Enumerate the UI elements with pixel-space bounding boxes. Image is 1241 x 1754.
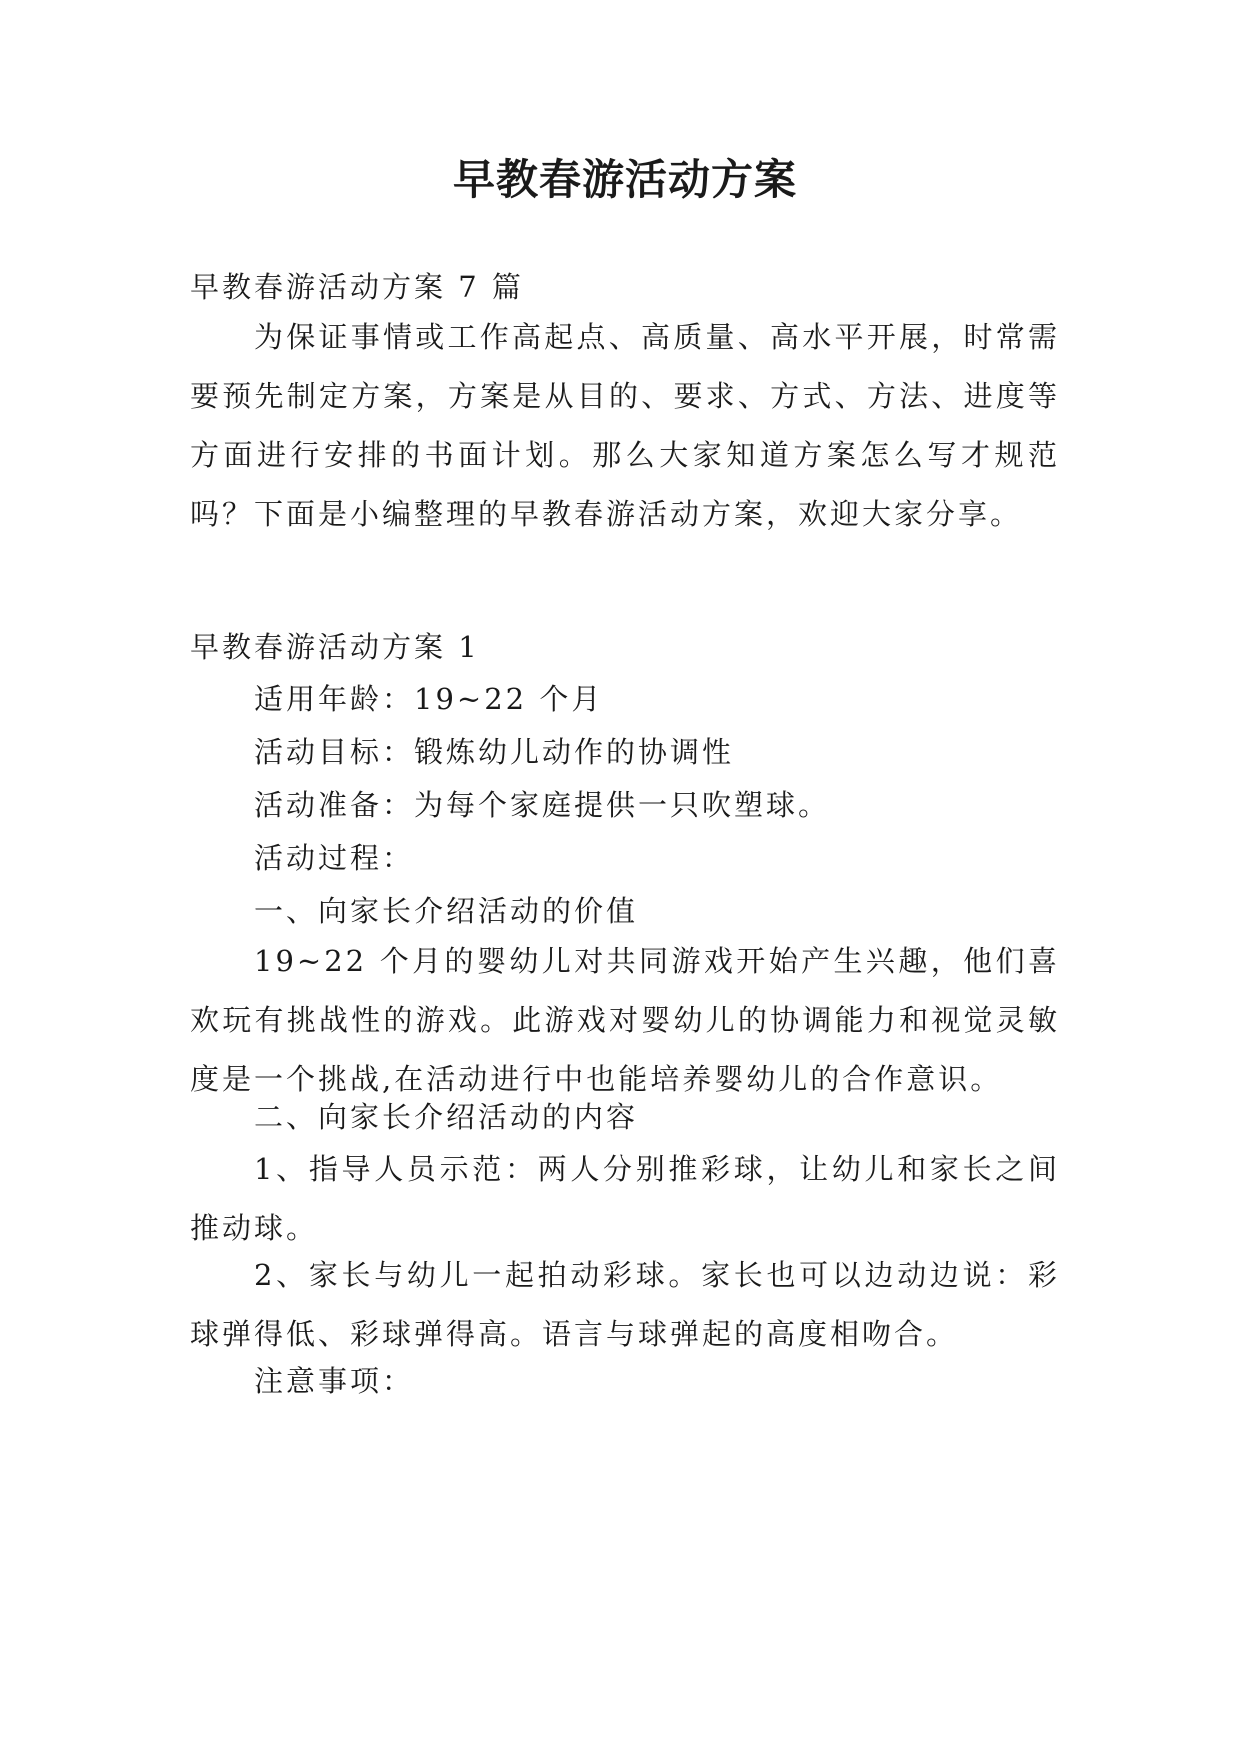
item2-paragraph: 2、家长与幼儿一起拍动彩球。家长也可以边动边说：彩球弹得低、彩球弹得高。语言与球弹起的高度相吻合。 (190, 1258, 1060, 1351)
collection-subtitle: 早教春游活动方案 7 篇 (190, 270, 524, 304)
item1-paragraph: 1、指导人员示范：两人分别推彩球，让幼儿和家长之间推动球。 (190, 1152, 1060, 1245)
preparation-line: 活动准备：为每个家庭提供一只吹塑球。 (254, 788, 831, 822)
goal-line: 活动目标：锻炼幼儿动作的协调性 (254, 735, 735, 769)
age-line: 适用年龄：19~22 个月 (254, 682, 604, 716)
part1-paragraph: 19~22 个月的婴幼儿对共同游戏开始产生兴趣，他们喜欢玩有挑战性的游戏。此游戏对婴幼儿的协调能力和视觉灵敏度是一个挑战,在活动进行中也能培养婴幼儿的合作意识。 (190, 944, 1060, 1096)
process-label: 活动过程： (254, 841, 415, 875)
notes-label: 注意事项： (254, 1364, 415, 1398)
part1-heading: 一、向家长介绍活动的价值 (254, 894, 639, 928)
part2-heading: 二、向家长介绍活动的内容 (254, 1100, 639, 1134)
section-heading: 早教春游活动方案 1 (190, 630, 480, 664)
intro-paragraph: 为保证事情或工作高起点、高质量、高水平开展，时常需要预先制定方案，方案是从目的、要求、方式、方法、进度等方面进行安排的书面计划。那么大家知道方案怎么写才规范吗？下面是小编整理的早教春游活动方案，欢迎大家分享。 (190, 320, 1060, 531)
document-title: 早教春游活动方案 (452, 155, 797, 204)
